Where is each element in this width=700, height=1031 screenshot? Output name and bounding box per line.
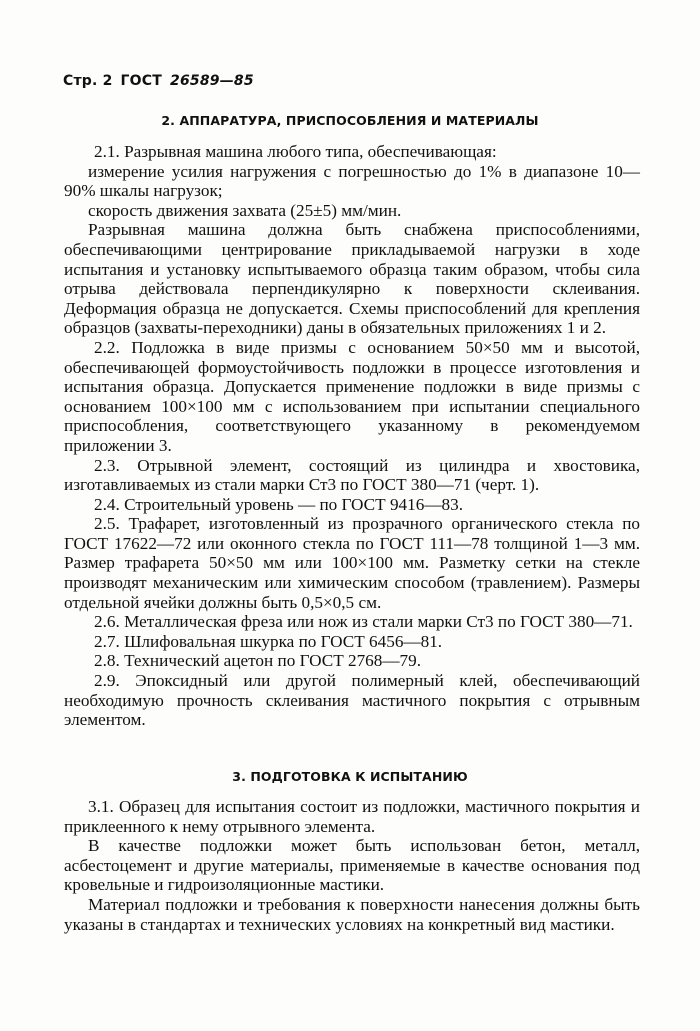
paragraph: 2.3. Отрывной элемент, состоящий из цилиндра и хвостовика, изготавливаемых из стали марки Ст3 по ГОСТ 380—71 (черт. 1). (64, 455, 640, 495)
section-heading: 3. ПОДГОТОВКА К ИСПЫТАНИЮ (232, 769, 468, 784)
paragraph: 2.2. Подложка в виде призмы с основанием 50×50 мм и высотой, обеспечивающей формоустойчивость подложки в процессе изготовления и испытания образца. Допускается применение подложки в виде призмы с основанием 100×100 мм с использованием при испытании специального приспособления, соответствующего указанному в рекомендуемом приложении 3. (64, 337, 640, 455)
paragraph: Разрывная машина должна быть снабжена приспособлениями, обеспечивающими центрирование прикладываемой нагрузки в ходе испытания и установку испытываемого образца таким образом, чтобы сила отрыва действовала перпендикулярно к поверхности склеивания. Деформация образца не допускается. Схемы приспособлений для крепления образцов (захваты-переходники) даны в обязательных приложениях 1 и 2. (64, 220, 640, 338)
paragraph: 2.8. Технический ацетон по ГОСТ 2768—79. (94, 651, 422, 671)
paragraph: В качестве подложки может быть использован бетон, металл, асбестоцемент и другие материалы, применяемые в качестве основания под кровельные и гидроизоляционные мастики. (64, 836, 640, 895)
section-heading: 2. АППАРАТУРА, ПРИСПОСОБЛЕНИЯ И МАТЕРИАЛЫ (161, 113, 539, 128)
paragraph: 2.9. Эпоксидный или другой полимерный клей, обеспечивающий необходимую прочность склеивания мастичного покрытия с отрывным элементом. (64, 671, 640, 730)
paragraph: измерение усилия нагружения с погрешностью до 1% в диапазоне 10—90% шкалы нагрузок; (64, 161, 640, 201)
paragraph: Материал подложки и требования к поверхности нанесения должны быть указаны в стандартах и технических условиях на конкретный вид мастики. (64, 894, 640, 934)
paragraph: 2.5. Трафарет, изготовленный из прозрачного органического стекла по ГОСТ 17622—72 или оконного стекла по ГОСТ 111—78 толщиной 1—3 мм. Размер трафарета 50×50 мм или 100×100 мм. Разметку сетки на стекле производят механическим или химическим способом (травлением). Размеры отдельной ячейки должны быть 0,5×0,5 см. (64, 514, 640, 612)
paragraph: 2.1. Разрывная машина любого типа, обеспечивающая: (94, 142, 497, 161)
paragraph: 2.7. Шлифовальная шкурка по ГОСТ 6456—81. (94, 631, 443, 651)
paragraph: 2.6. Металлическая фреза или нож из стали марки Ст3 по ГОСТ 380—71. (94, 612, 633, 632)
standard-number: 26589—85 (170, 73, 254, 89)
standard-label: ГОСТ (120, 73, 162, 89)
paragraph: 3.1. Образец для испытания состоит из подложки, мастичного покрытия и приклеенного к нему отрывного элемента. (64, 797, 640, 836)
paragraph: скорость движения захвата (25±5) мм/мин. (88, 200, 402, 220)
section-body (64, 142, 640, 730)
section-body (64, 797, 640, 934)
page-header (63, 73, 262, 89)
page-number: Стр. 2 (63, 73, 113, 89)
paragraph: 2.4. Строительный уровень — по ГОСТ 9416—83. (94, 494, 463, 514)
